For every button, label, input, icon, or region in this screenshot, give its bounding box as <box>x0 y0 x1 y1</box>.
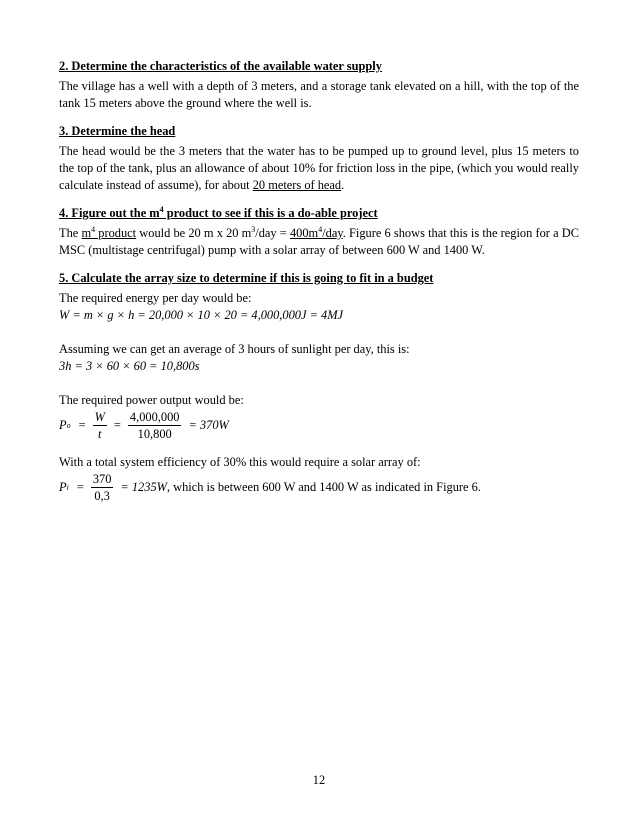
eq-symbol: P <box>59 480 67 494</box>
fraction <box>128 409 182 442</box>
document-page <box>59 58 579 515</box>
body-text: , which is between 600 W and 1400 W as indicated in Figure 6. <box>166 480 481 494</box>
eq-result: = 370W <box>188 418 229 432</box>
body-text: . Figure 6 shows that this is the region for a DC MSC (multistage centrifugal) pump with a solar array of between 600 W and 1400 W. <box>59 226 579 257</box>
body-text: The head would be the 3 meters that the water has to be pumped up to ground level, plus 15 meters to the top of the tank, plus an allowance of about 10% for friction loss in the pipe, (which you would really calculate instead of assume), for about <box>59 144 579 192</box>
page-number: 12 <box>312 773 326 787</box>
fraction <box>93 409 107 442</box>
eq-symbol: P <box>59 418 67 432</box>
eq-result: = 1235W <box>120 480 167 494</box>
fraction-numerator: 4,000,000 <box>129 410 180 424</box>
underlined-text <box>290 226 343 240</box>
section-heading: 2. Determine the characteristics of the available water supply <box>59 59 382 73</box>
equation-seconds: 3h = 3 × 60 × 60 = 10,800s <box>59 359 200 373</box>
section-body: The village has a well with a depth of 3 meters, and a storage tank elevated on a hill, with the top of the tank 15 meters above the ground where the well is. <box>59 79 579 110</box>
body-text: m <box>81 226 92 240</box>
body-text: /day = <box>255 226 290 240</box>
heading-text: product to see if this is a do-able project <box>163 206 378 220</box>
section-heading <box>59 205 579 222</box>
body-text: 400m <box>289 226 319 240</box>
superscript: 4 <box>91 225 96 234</box>
eq-subscript: o <box>66 421 71 430</box>
section-m4-product <box>59 205 579 259</box>
section-heading: 3. Determine the head <box>59 124 176 138</box>
body-text: product <box>95 226 137 240</box>
body-line: The required power output would be: <box>59 393 244 407</box>
underlined-text: 20 meters of head <box>252 178 342 192</box>
section-body <box>59 143 579 194</box>
superscript: 3 <box>251 225 256 234</box>
equation-solar-array: P i = $\frac{370}{0,3}$ = 1235W , which is between 600 W and 1400 W as indicated in Figure 6. <box>59 472 481 503</box>
fraction-denominator: t <box>98 427 102 441</box>
body-line: Assuming we can get an average of 3 hours of sunlight per day, this is: <box>59 342 410 356</box>
fraction-numerator: W <box>94 410 105 424</box>
body-text: The <box>59 226 82 240</box>
body-line: With a total system efficiency of 30% this would require a solar array of: <box>59 455 421 469</box>
equation-energy: W = m × g × h = 20,000 × 10 × 20 = 4,000,000J = 4MJ <box>59 308 344 322</box>
fraction <box>91 471 114 504</box>
superscript: 4 <box>318 225 323 234</box>
section-water-supply <box>59 58 579 112</box>
body-text: . <box>341 178 345 192</box>
section-head <box>59 123 579 194</box>
fraction-denominator: 0,3 <box>94 489 110 503</box>
heading-superscript: 4 <box>159 205 164 214</box>
section-array-size <box>59 270 579 504</box>
body-line: The required energy per day would be: <box>59 291 252 305</box>
heading-text: 4. Figure out the m <box>59 206 160 220</box>
eq-subscript: i <box>66 483 69 492</box>
body-text: /day <box>322 226 343 240</box>
section-body <box>59 225 579 259</box>
equation-power-output: P o = $\frac{W}{t}$ = $\frac{4,000,000}{10,800}$ = 370W <box>59 410 229 441</box>
underlined-text <box>81 226 136 240</box>
body-text: would be 20 m x 20 m <box>136 226 252 240</box>
fraction-numerator: 370 <box>92 472 112 486</box>
fraction-denominator: 10,800 <box>137 427 172 441</box>
section-heading: 5. Calculate the array size to determine if this is going to fit in a budget <box>59 271 434 285</box>
